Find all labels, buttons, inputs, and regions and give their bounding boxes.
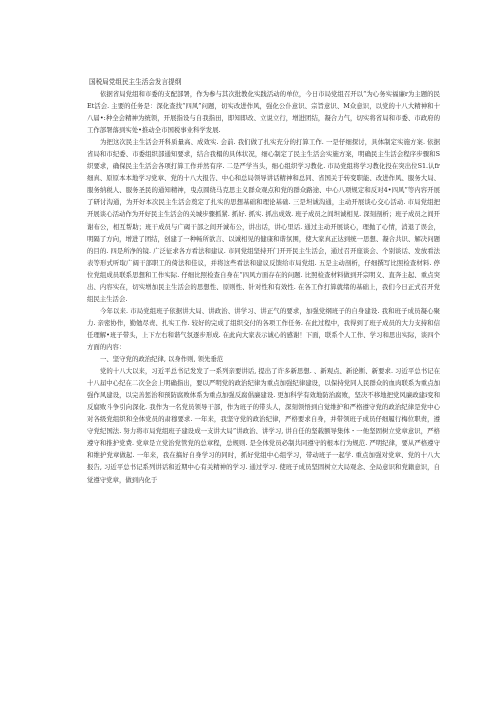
paragraph-section-1: 党的十八大以来，习近平总书记发发了一系列亲要讲话, 提出了许多新思想. 、新观点、新论断、新要求. 习近平总书记在十八届中心纪在二次全会上明确指出，要以严明党的政治纪律为重点加强纪律建设，以保持党同人民群众的血肉联系为重点加强作风建设，以完善惩治和预防腐败体系为重点加强反腐倡廉建设. 更加科学有效地防治腐败，坚决不移地把党风廉政建i变和反腐败斗争引向深化. 我作为一名党员领导干部，作为班子的带头人，深刻领悟到自觉维护和严格遵守党的政治纪律是党中心对各级党组织和全体党员的肃穆要求. 一年来，我坚守党的政治纪律，严格要求自身，并带领班子成员仔细履行梅位职责，遵守党纪国法. 努力将市局党组班子建设成一支讲大局”讲政治、讲学习, 讲自任的坚载额导集体・一他坚固树立党章意识，严格遵守和推护党费. 党章是立党治党管党的总章程，总规则. 是全体党员必制共同遵守的根本行为规范. 严明纪律，要从严格遵守和维护党章做起. 一年来，我在搞好自身学习的同时，抓好党组中心组学习，带动班子一起学. 重点加强对党章、党的十八大报告, 习近平总书记系列讲话和近期中心有关精神的学习. 通过学习. 使班子成员坚固树立大局观念、全局意识和党籍意识，自觉遵守党章，做到内化于 — [87, 367, 440, 484]
paragraph-preparation: 为把这次民主生活会开科质量高、成效实. 会前. 我们做了扎实充分的打算工作. 一是仔细探讨，具体制定实施方案. 依据省局和市纪委、市委组织部通知要求，结合我榻的具体状况，细心制定了民主生活会实施方案，明确民主生活会程序步骤和S织要求，确保民主生活会各项打算工作并然有序. 二是严学当头，细心组织学习教化. 市局党组将学习教化投在突出位S1.认fr细真、原原本本地学习党章、党的十八大报告、中心和总局领导讲话精神和总同、省国关于转变职能、改进作风、服务大局、服务纳税人、服务圣民的通知精神，曳点圆绕马克思主义群众观点和党的群众路途、中心八项规定和反对4•四风”等内容开展了研讨沟通，为开好本次民主生活会奠定了扎实的思想基础和理论基础. 三是坦诚沟通，主动开展谈心交心活动. 市局党组把开展谈心活动作为开好民主生活会的关城步骤抓紧. 抓好. 抓实. 抓出成效. 班子成员之间坦诚相见. 深刻剖析；班子成员之间开谢布公，相互帮助；班干成员与广碣干部之间开诚布公，讲出话，讲心里话. 通过主动开展谈心，理抛了心情，消退了误会，明隔了方向，增进了团结，创建了一种畅所欲言、以诚相见的健康和谐氛围，使大家真正达到统一思想、凝合共识、解决问题的目的. 四是所净的镜. 广泛征求各方看法和建议. 市同党组坚持开门开开民主生活会，通过召开座谈会、个别谈话、发放看法表等形式听取广阔干部职工的倚法和佳议，并将这些看法和建议反馈给市局党组. 五是主动剖析，仔细撰写比照检查材料. 停位党组成员联系思想和工作实际. 仔细比照检查自身在“四风方面存在的问题. 比照检查材料做到开宗明义、直奔主起、重点突出、内容实在，切实增加民主生活会的思想性、原则性、针对性和有效性. 在各工作打算就绪的基础上，我们今日正式召开党组民主生活会. — [87, 138, 440, 303]
document-title: 国税局党组民主生活会发言提纲 — [89, 78, 182, 86]
section-heading-1: 一、坚守党的政治纪律, 以身作则, 领先垂范 — [100, 355, 224, 364]
paragraph-overview: 今年以来. 市局党组班子依据讲大局、讲政治、讲学习、讲正气的要求，加强党纲班子的自身建设. 我和班子成员凝心聚力. 亲密协作，勤勉尽责、扎实工作. 较好的完成了组织交付的各项工作任务. 在此过程中，我得到了班子成员的大力支持和信任理解•班子带头，上下左右和谐气氛逐步形成. 在此向大家表示诚心的感谢！下面，联系个人工作、学习和思出实际，谈四个方面的内容： — [87, 306, 440, 351]
paragraph-intro: 依据省局党组和市委的支配部署，作为参与其次批教化实践活动的单位，今日市局党组召开以“为心务实福廉r为主题的民Et活会. 主要的任务是：深化查找“四风”问题，切实改进作风，强化公仆意识、宗旨意识、M众意识，以党的十八大精神和十八届•:种全会精神为统领，开展指设与自我指田，即知即改、立说立行，增进团结，凝合力气，切实将省局和市委、市政府的工作部署落到实处•推动全市国税事业科学发展. — [87, 90, 440, 135]
